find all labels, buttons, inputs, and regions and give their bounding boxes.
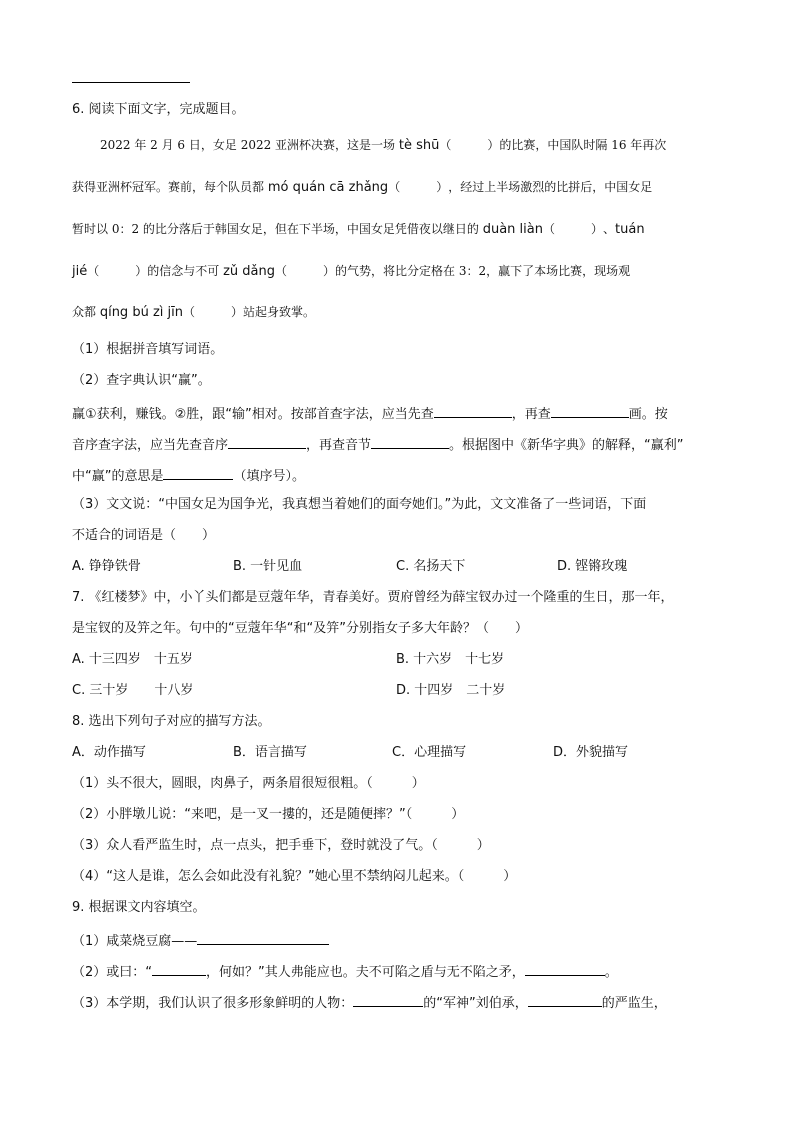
passage-text: 站起身致掌。 [243, 305, 316, 319]
q7-option-a[interactable]: A. 十三四岁 十五岁 [72, 652, 193, 667]
pinyin-tuan: tuán [615, 222, 645, 237]
passage-text: 的气势，将比分定格在 3：2，赢下了本场比赛，现场观 [335, 264, 631, 278]
q9-title: 9. 根据课文内容填空。 [72, 900, 206, 915]
blank-meaning[interactable] [163, 466, 233, 480]
q6-passage-line-1 [100, 137, 666, 154]
q6-sub3-line-1: （3）文文说：“中国女足为国争光，我真想当着她们的面夸她们。”为此，文文准备了一些词语，下面 [72, 497, 647, 512]
q6-passage-line-3 [72, 221, 645, 238]
passage-text: 2022 年 2 月 6 日，女足 2022 亚洲杯决赛，这是一场 [100, 138, 399, 152]
answer-paren-4[interactable]: （ ） [87, 264, 148, 278]
sub2-text: ，再查音节 [306, 438, 372, 453]
q8-option-c: C．心理描写 [392, 745, 467, 760]
blank-liubocheng[interactable] [353, 993, 423, 1007]
passage-text: 暂时以 0：2 的比分落后于韩国女足，但在下半场，中国女足凭借夜以继日的 [72, 222, 483, 236]
q7-line-1: 7. 《红楼梦》中，小丫头们都是豆蔻年华，青春美好。贾府曾经为薛宝钗办过一个隆重的生日，那一年， [72, 590, 674, 605]
q6-passage-line-2 [72, 179, 652, 196]
sub2-text: 音序查字法，应当先查音序 [72, 438, 229, 453]
top-divider [72, 82, 190, 83]
q7-option-b[interactable]: B. 十六岁 十七岁 [396, 652, 505, 667]
q9-text: （3）本学期，我们认识了很多形象鲜明的人物： [72, 996, 354, 1011]
answer-paren-6[interactable]: （ ） [182, 305, 243, 319]
sub2-text: 赢①获利，赚钱。②胜，跟“输”相对。按部首查字法，应当先查 [72, 407, 434, 422]
blank-strokes[interactable] [551, 404, 629, 418]
pinyin-teshu: tè shū [398, 138, 440, 153]
q6-option-b[interactable]: B. 一针见血 [233, 559, 303, 574]
q9-text: ，何如？”其人弗能应也。夫不可陷之盾与无不陷之矛， [206, 965, 525, 980]
q9-text: （1）咸菜烧豆腐—— [72, 934, 198, 949]
blank-syllable[interactable] [371, 435, 449, 449]
q6-passage-line-4 [72, 263, 630, 280]
pinyin-duanlian: duàn liàn [482, 222, 543, 237]
sub2-text: （填序号）。 [233, 469, 305, 484]
q8-sentence-4[interactable]: （4）“这人是谁，怎么会如此没有礼貌？”她心里不禁纳闷儿起来。（ ） [72, 869, 517, 884]
q6-passage-line-5 [72, 304, 315, 321]
q8-option-a: A．动作描写 [72, 745, 146, 760]
q6-option-c[interactable]: C. 名扬天下 [396, 559, 466, 574]
q9-text: 的“军神”刘伯承， [423, 996, 528, 1011]
q6-sub2: （2）查字典认识“赢”。 [72, 373, 211, 388]
q8-sentence-1[interactable]: （1）头不很大，圆眼，肉鼻子，两条眉很短很粗。（ ） [72, 776, 425, 791]
answer-paren-3[interactable]: （ ） [542, 222, 603, 236]
blank-yanjiansheng[interactable] [528, 993, 602, 1007]
q7-option-c[interactable]: C. 三十岁 十八岁 [72, 683, 194, 698]
answer-paren-5[interactable]: （ ） [274, 264, 335, 278]
sub2-text: 中“赢”的意思是 [72, 469, 164, 484]
pinyin-jie: jié [72, 264, 88, 279]
passage-text: 众都 [72, 305, 100, 319]
q9-sub2 [72, 962, 618, 981]
blank-quote[interactable] [152, 962, 206, 976]
q6-sub1: （1）根据拼音填写词语。 [72, 342, 224, 357]
q7-line-2: 是宝钗的及笄之年。句中的“豆蔻年华“和“及笄”分别指女子多大年龄？（ ） [72, 621, 528, 636]
q8-option-d: D．外貌描写 [553, 745, 629, 760]
q9-text: （2）或曰：“ [72, 965, 153, 980]
blank-conclusion[interactable] [525, 962, 605, 976]
q8-sentence-3[interactable]: （3）众人看严监生时，点一点头，把手垂下，登时就没了气。（ ） [72, 838, 490, 853]
blank-xiehouyu[interactable] [197, 931, 329, 945]
passage-text: 、 [603, 222, 616, 236]
q6-title: 6. 阅读下面文字，完成题目。 [72, 102, 245, 117]
passage-text: 获得亚洲杯冠军。赛前，每个队员都 [72, 180, 268, 194]
q8-option-b: B．语言描写 [233, 745, 307, 760]
q8-title: 8. 选出下列句子对应的描写方法。 [72, 714, 271, 729]
answer-paren-1[interactable]: （ ） [439, 138, 500, 152]
sub2-text: 画。按 [628, 407, 668, 422]
q9-sub3 [72, 993, 667, 1012]
answer-paren-2[interactable]: （ ） [388, 180, 449, 194]
blank-initial[interactable] [228, 435, 306, 449]
pinyin-qingbuzijin: qíng bú zì jīn [99, 305, 183, 320]
sub2-text: 。根据图中《新华字典》的解释，“赢利” [449, 438, 684, 453]
q8-sentence-2[interactable]: （2）小胖墩儿说：“来吧，是一叉一摟的，还是随便摔？”（ ） [72, 807, 465, 822]
passage-text: 的比赛，中国队时隔 16 年再次 [499, 138, 667, 152]
sub2-text: ，再查 [511, 407, 551, 422]
blank-radical[interactable] [434, 404, 512, 418]
q6-sub2-line-1 [72, 404, 668, 423]
pinyin-moquancazhang: mó quán cā zhǎng [267, 180, 389, 195]
q6-option-d[interactable]: D. 铿锵玫瑰 [557, 559, 628, 574]
q9-sub1 [72, 931, 329, 950]
q6-option-a[interactable]: A. 铮铮铁骨 [72, 559, 141, 574]
q9-text: 。 [604, 965, 618, 980]
passage-text: ，经过上半场激烈的比拼后，中国女足 [448, 180, 653, 194]
passage-text: 的信念与不可 [147, 264, 224, 278]
q9-text: 的严监生， [601, 996, 667, 1011]
q6-sub3-line-2: 不适合的词语是（ ） [72, 528, 216, 543]
pinyin-zudang: zǔ dǎng [223, 264, 275, 279]
q7-option-d[interactable]: D. 十四岁 二十岁 [396, 683, 506, 698]
q6-sub2-line-2 [72, 435, 684, 454]
q6-sub2-line-3 [72, 466, 305, 485]
